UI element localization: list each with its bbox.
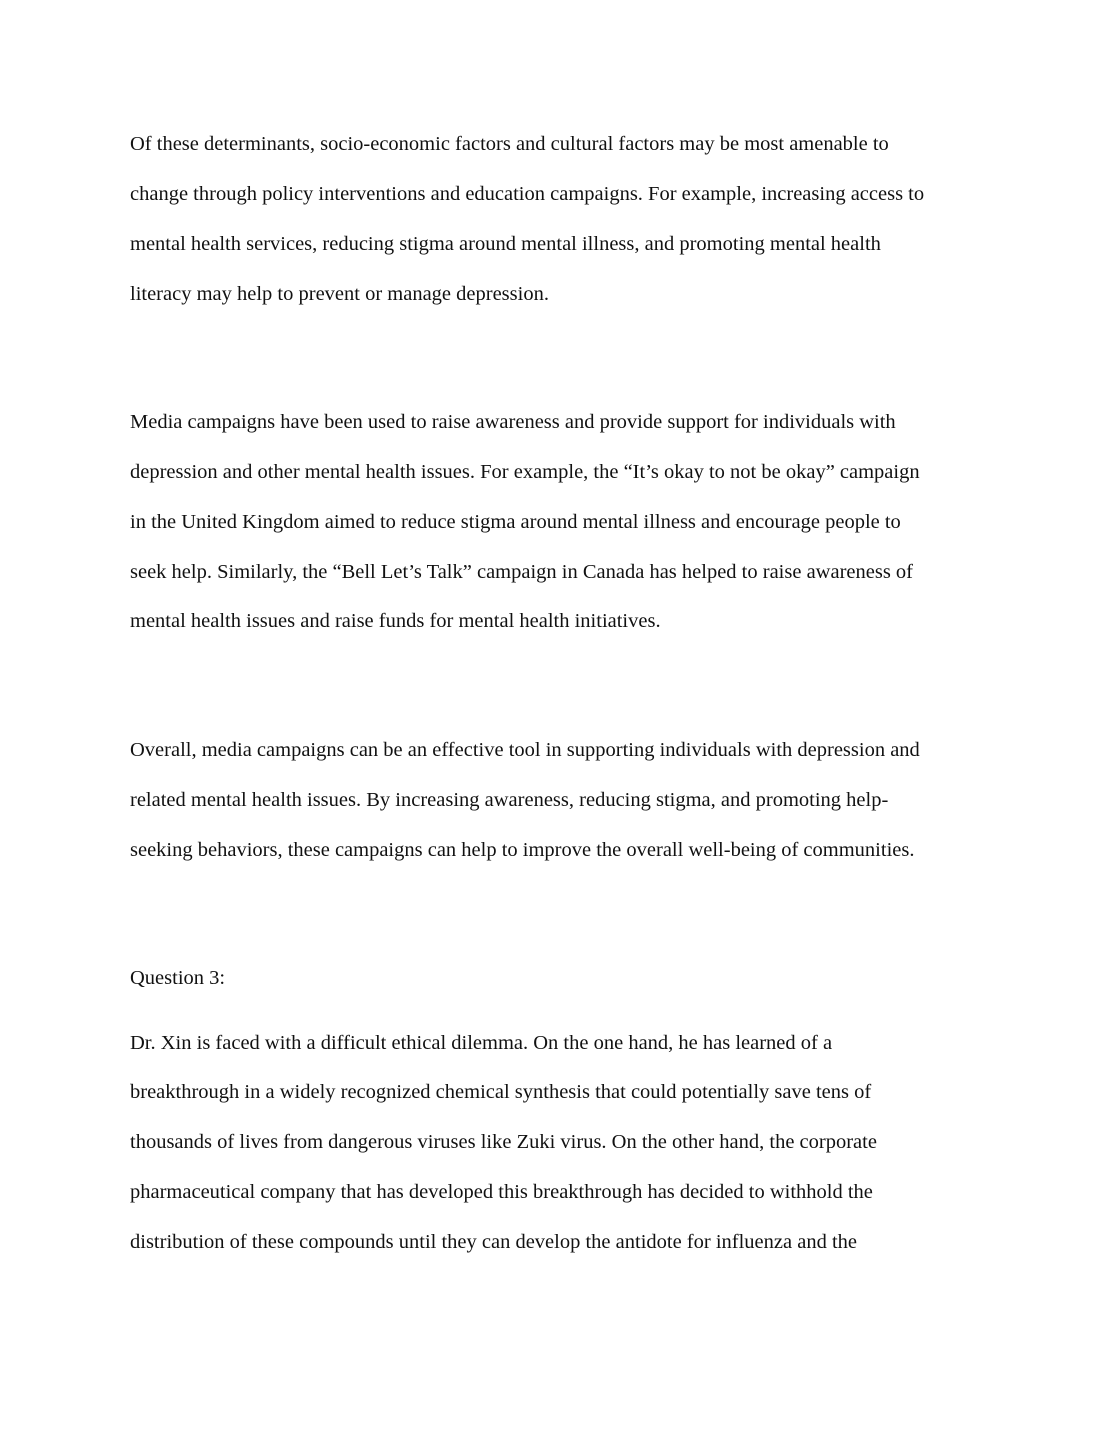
paragraph-1-line-2: change through policy interventions and education campaigns. For example, increasing access to [130,183,925,205]
question-heading: Question 3: [130,967,226,989]
paragraph-5-line-1: Dr. Xin is faced with a difficult ethical dilemma. On the one hand, he has learned of a [130,1032,833,1054]
paragraph-2-line-1: Media campaigns have been used to raise awareness and provide support for individuals with [130,411,896,433]
paragraph-1-line-4: literacy may help to prevent or manage depression. [130,283,549,305]
paragraph-5-line-5: distribution of these compounds until they can develop the antidote for influenza and the [130,1231,857,1253]
paragraph-3-line-2: related mental health issues. By increasing awareness, reducing stigma, and promoting help- [130,789,889,811]
paragraph-2-line-2: depression and other mental health issues. For example, the “It’s okay to not be okay” campaign [130,461,920,483]
paragraph-3-line-1: Overall, media campaigns can be an effective tool in supporting individuals with depression and [130,739,920,761]
paragraph-5-line-2: breakthrough in a widely recognized chemical synthesis that could potentially save tens of [130,1081,872,1103]
paragraph-2-line-5: mental health issues and raise funds for mental health initiatives. [130,610,661,632]
paragraph-2-line-3: in the United Kingdom aimed to reduce stigma around mental illness and encourage people to [130,511,901,533]
paragraph-1-line-1: Of these determinants, socio-economic factors and cultural factors may be most amenable to [130,133,889,155]
paragraph-5-line-3: thousands of lives from dangerous viruses like Zuki virus. On the other hand, the corporate [130,1131,877,1153]
paragraph-1-line-3: mental health services, reducing stigma around mental illness, and promoting mental health [130,233,881,255]
paragraph-3-line-3: seeking behaviors, these campaigns can help to improve the overall well-being of communities. [130,839,915,861]
paragraph-5-line-4: pharmaceutical company that has developed this breakthrough has decided to withhold the [130,1181,873,1203]
paragraph-2-line-4: seek help. Similarly, the “Bell Let’s Talk” campaign in Canada has helped to raise awareness of [130,561,914,583]
